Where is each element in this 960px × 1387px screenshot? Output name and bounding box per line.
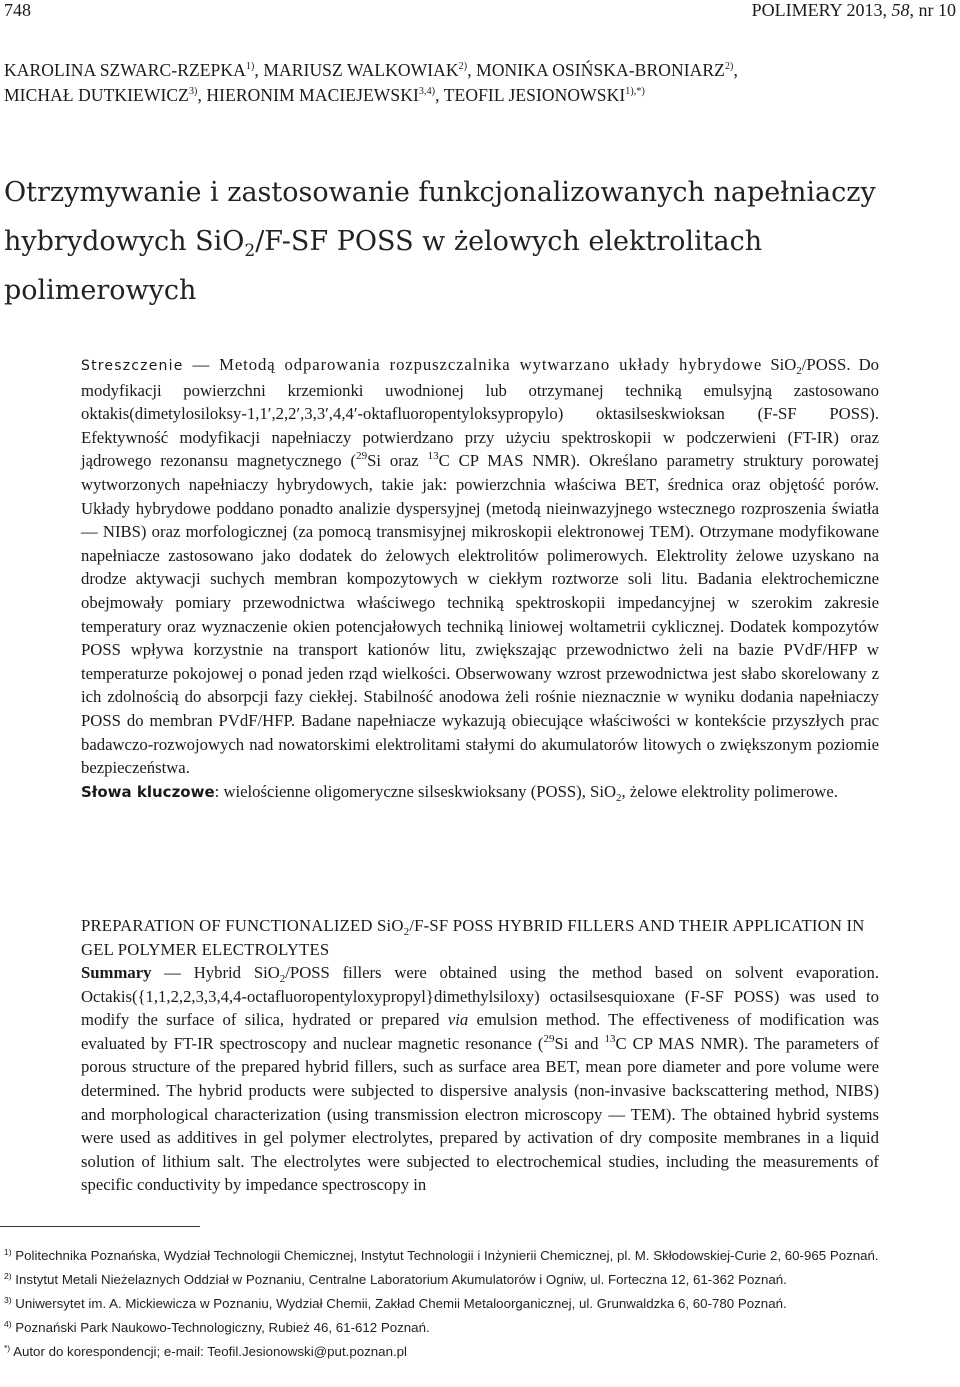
journal-name: POLIMERY 2013, xyxy=(751,0,892,20)
footnote-mark: 1) xyxy=(4,1247,12,1257)
author-separator: , xyxy=(733,60,738,80)
abstract-text: Si oraz xyxy=(367,451,428,471)
footnote-text: Autor do korespondencji; e-mail: Teofil.Jesionowski@put.poznan.pl xyxy=(10,1344,408,1359)
footnote-text: Uniwersytet im. A. Mickiewicza w Poznaniu, Wydział Chemii, Zakład Chemii Metaloorganicznej, ul. Grunwaldzka 6, 60-780 Poznań. xyxy=(11,1296,787,1311)
author-name: MICHAŁ DUTKIEWICZ xyxy=(4,85,189,105)
affiliation-mark: 3) xyxy=(188,86,198,97)
abstract-text: SiO xyxy=(770,355,797,374)
affiliation-mark: 1),*) xyxy=(625,86,645,97)
keywords-label: Słowa kluczowe xyxy=(81,782,215,801)
abstract-text: emulsion method. The effectiveness of modification was evaluated by FT-IR spectroscopy and nuclear magnetic resonance ( xyxy=(81,1010,879,1053)
abstract-en xyxy=(81,961,879,1197)
footnote-text: Instytut Metali Nieżelaznych Oddział w Poznaniu, Centralne Laboratorium Akumulatorów i Ogniw, ul. Forteczna 12, 61-362 Poznań. xyxy=(11,1272,787,1287)
dash: — xyxy=(151,963,194,982)
footnote-divider xyxy=(0,1226,200,1227)
superscript: 13 xyxy=(427,450,439,463)
superscript: 13 xyxy=(604,1032,616,1045)
subscript: 2 xyxy=(616,791,622,804)
footnote xyxy=(4,1268,954,1292)
footnote-text: Politechnika Poznańska, Wydział Technologii Chemicznej, Instytut Technologii i Inżynierii Chemicznej, pl. M. Skłodowskiej-Curie 2, 60-965 Poznań. xyxy=(11,1248,879,1263)
title-text: /F-SF POSS HYBRID FILLERS AND THEIR APPLICATION IN GEL POLYMER ELECTROLYTES xyxy=(81,916,865,959)
page-number: 748 xyxy=(4,0,31,20)
author-name: , TEOFIL JESIONOWSKI xyxy=(435,85,626,105)
keywords-text: : wielościenne oligomeryczne silseskwioksany (POSS), SiO xyxy=(214,781,617,801)
abstract-first-line xyxy=(81,355,762,374)
abstract-text: Si and xyxy=(554,1033,605,1053)
footnote xyxy=(4,1340,954,1364)
superscript: 29 xyxy=(543,1032,555,1045)
subscript: 2 xyxy=(403,926,410,938)
title-line xyxy=(4,217,944,266)
affiliation-mark: 2) xyxy=(458,61,468,72)
author-name: KAROLINA SZWARC-RZEPKA xyxy=(4,60,246,80)
abstract-pl xyxy=(81,353,879,804)
abstract-label: Streszczenie xyxy=(81,358,184,374)
footnote-mark: 2) xyxy=(4,1271,12,1281)
title-text: hybrydowych SiO xyxy=(4,226,245,257)
affiliation-mark: 1) xyxy=(245,61,255,72)
abstract-text: Hybrid SiO xyxy=(193,963,280,982)
superscript: 29 xyxy=(356,450,368,463)
author-name: , HIERONIM MACIEJEWSKI xyxy=(197,85,419,105)
footnote xyxy=(4,1316,954,1340)
subscript: 2 xyxy=(279,973,286,985)
title-line: polimerowych xyxy=(4,275,197,306)
english-title xyxy=(81,914,879,961)
running-header xyxy=(752,0,956,21)
keywords-pl xyxy=(81,780,879,805)
italic-term: via xyxy=(447,1010,469,1030)
dash: — xyxy=(183,355,220,374)
footnotes xyxy=(4,1244,954,1364)
footnote xyxy=(4,1244,954,1268)
abstract-paragraph xyxy=(81,353,879,780)
title-text: /F-SF POSS w żelowych elektrolitach xyxy=(255,226,763,257)
footnote-text: Poznański Park Naukowo-Technologiczny, Rubież 46, 61-612 Poznań. xyxy=(11,1320,430,1335)
article-title xyxy=(4,168,944,315)
abstract-text: Metodą odparowania rozpuszczalnika wytwarzano układy hybrydowe xyxy=(219,355,763,374)
footnote xyxy=(4,1292,954,1316)
author-list xyxy=(4,58,944,108)
subscript: 2 xyxy=(244,241,256,261)
title-line: Otrzymywanie i zastosowanie funkcjonalizowanych napełniaczy xyxy=(4,177,876,208)
footnote-mark: 3) xyxy=(4,1295,12,1305)
subscript: 2 xyxy=(796,365,802,377)
affiliation-mark: 3,4) xyxy=(418,86,436,97)
abstract-paragraph xyxy=(81,961,879,1197)
summary-label: Summary xyxy=(81,963,152,982)
abstract-text: /POSS fillers were obtained using the method based on solvent evaporation. Octakis({1,1,2,2,3,3,4,4-octafluoropentyloxypropyl}dimethylsiloxy) octasilsesquioxane (F-SF POSS) was used to modify the surface of silica, hydrated or prepared xyxy=(81,963,879,1030)
abstract-text: /POSS. Do modyfikacji powierzchni krzemionki uwodnionej lub otrzymanej techniką emulsyjną zastosowano oktakis(dimetylosiloksy-1,1′,2,2′,3,3′,4,4′-oktafluoropentyloksypropylo) oktasilseskwioksan (F-SF POSS). Efektywność modyfikacji napełniaczy potwierdzano przy użyciu spektroskopii w podczerwieni (FT-IR) oraz jądrowego rezonansu magnetycznego ( xyxy=(81,355,880,471)
volume-number: 58 xyxy=(891,0,910,20)
abstract-text: C CP MAS NMR). The parameters of porous structure of the prepared hybrid fillers, such as surface area BET, mean pore diameter and pore volume were determined. The hybrid products were subjected to dispersive analysis (non-invasive backscattering method, NIBS) and morphological characterization (using transmission electron microscopy — TEM). The obtained hybrid systems were used as additives in gel polymer electrolytes, prepared by activation of dry composite membranes in a liquid solution of lithium salt. The electrolytes were subjected to electrochemical studies, including the measurements of specific conductivity by impedance spectroscopy in xyxy=(81,1033,879,1195)
affiliation-mark: 2) xyxy=(724,61,734,72)
footnote-mark: *) xyxy=(4,1343,11,1353)
author-name: , MARIUSZ WALKOWIAK xyxy=(254,60,459,80)
keywords-text: , żelowe elektrolity polimerowe. xyxy=(621,781,838,801)
title-text: PREPARATION OF FUNCTIONALIZED SiO xyxy=(81,916,404,935)
abstract-text: C CP MAS NMR). Określano parametry struktury porowatej wytworzonych napełniaczy hybrydowych, takie jak: powierzchnia właściwa BET, średnica oraz objętość porów. Układy hybrydowe poddano ponadto analizie dyspersyjnej (metodą nieinwazyjnego wstecznego rozproszenia światła — NIBS) oraz morfologicznej (za pomocą transmisyjnej mikroskopii elektronowej TEM). Otrzymane modyfikowane napełniacze zastosowano jako dodatek do żelowych elektrolitów polimerowych. Elektrolity żelowe uzyskano na drodze aktywacji suchych membran kompozytowych w ciekłym roztworze soli litu. Badania elektrochemiczne obejmowały pomiary przewodnictwa właściwego techniką spektroskopii impedancyjnej w szerokim zakresie temperatury oraz wyznaczenie okien potencjałowych techniką liniowej woltametrii cyklicznej. Dodatek kompozytów POSS wpływa korzystnie na transport kationów litu, zwiększając przewodnictwo żeli na bazie PVdF/HFP w temperaturze pokojowej o ponad jeden rząd wielkości. Obserwowany wzrost przewodnictwa jest słabo skorelowany z ich zdolnością do absorpcji fazy ciekłej. Stabilność anodowa żeli rośnie nieznacznie w wyniku dodania napełniaczy POSS do membran PVdF/HFP. Badane napełniacze wykazują obiecujące właściwości w kontekście przyszłych prac badawczo-rozwojowych nad nowatorskimi elektrolitami stałymi do akumulatorów litowych o zwiększonym poziomie bezpieczeństwa. xyxy=(81,451,879,778)
author-name: , MONIKA OSIŃSKA-BRONIARZ xyxy=(467,60,725,80)
footnote-mark: 4) xyxy=(4,1319,12,1329)
issue-number: , nr 10 xyxy=(909,0,956,20)
